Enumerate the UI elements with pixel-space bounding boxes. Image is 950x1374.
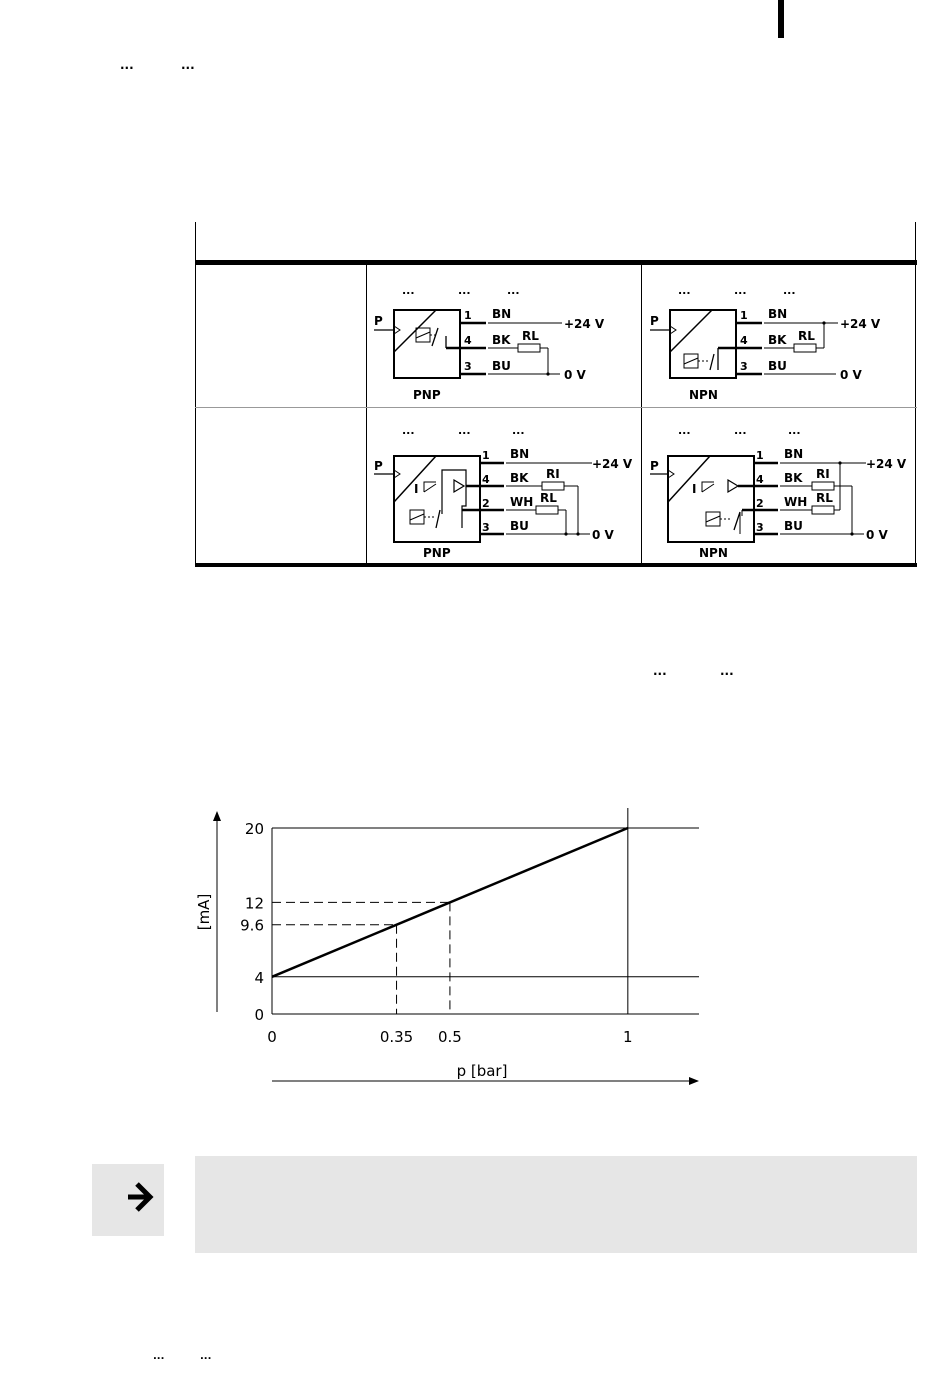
schematic-ellipses — [678, 424, 801, 437]
output-type-label: PNP — [423, 546, 451, 560]
load-resistor-label: RL — [816, 491, 833, 505]
wire-color-label: BN — [768, 307, 788, 321]
wire-color-label: BN — [492, 307, 512, 321]
schematic-row2-npn — [646, 420, 914, 562]
current-output-symbol: I — [414, 482, 419, 496]
schematic-row1-pnp — [370, 280, 620, 405]
x-tick-label: 0.35 — [379, 1028, 414, 1046]
wire-color-label: BN — [510, 447, 530, 461]
header-ellipsis: ... — [120, 58, 134, 72]
ellipsis-label: ... — [507, 284, 520, 297]
ellipsis-label: ... — [788, 424, 801, 437]
ellipsis-label: ... — [678, 424, 691, 437]
wire-color-label: BK — [510, 471, 529, 485]
wire-color-label: BU — [784, 519, 803, 533]
wire-color-label: BK — [492, 333, 511, 347]
pin-number: 1 — [464, 309, 472, 322]
supply-voltage-label: +24 V — [866, 457, 907, 471]
ground-voltage-label: 0 V — [840, 368, 862, 382]
x-axis-label: p [bar] — [456, 1062, 508, 1080]
schematic-ellipses — [402, 424, 525, 437]
wire-color-label: BU — [492, 359, 511, 373]
ellipsis-label: ... — [402, 284, 415, 297]
pin-number: 4 — [464, 334, 472, 347]
x-tick-label: 0 — [267, 1028, 277, 1046]
wire-color-label: WH — [784, 495, 808, 509]
pressure-input-label: P — [374, 314, 383, 328]
arrow-right-icon — [92, 1164, 164, 1236]
load-resistor-label: RL — [798, 329, 815, 343]
pin-number: 3 — [740, 360, 748, 373]
pressure-input-label: P — [650, 314, 659, 328]
y-axis-label: [mA] — [195, 893, 213, 931]
ellipsis-label: ... — [734, 424, 747, 437]
header-ellipsis: ... — [181, 58, 195, 72]
ellipsis-label: ... — [512, 424, 525, 437]
y-tick-label: 12 — [244, 894, 264, 913]
output-type-label: PNP — [413, 388, 441, 402]
x-tick-label: 0.5 — [437, 1028, 462, 1046]
pin-number: 4 — [482, 473, 490, 486]
schematic-row2-pnp — [370, 420, 638, 562]
wire-color-label: BK — [768, 333, 787, 347]
output-type-label: NPN — [689, 388, 718, 402]
load-resistor-label: RI — [546, 467, 560, 481]
output-type-label: NPN — [699, 546, 728, 560]
pin-number: 2 — [482, 497, 490, 510]
switch-symbol-icon — [410, 510, 440, 528]
y-tick-label: 9.6 — [240, 916, 264, 935]
wire-color-label: BU — [768, 359, 787, 373]
ellipsis-label: ... — [678, 284, 691, 297]
supply-voltage-label: +24 V — [592, 457, 633, 471]
pressure-input-label: P — [650, 459, 659, 473]
footer-ellipsis: ... — [153, 1351, 165, 1362]
current-pressure-chart — [190, 800, 710, 1100]
pin-number: 3 — [464, 360, 472, 373]
note-box — [195, 1156, 917, 1253]
note-icon-box — [92, 1164, 164, 1236]
pin-number: 1 — [482, 449, 490, 462]
schematic-ellipses — [402, 284, 520, 297]
wire-color-label: BN — [784, 447, 804, 461]
load-resistor-label: RI — [816, 467, 830, 481]
load-resistor-label: RL — [522, 329, 539, 343]
header-marker-bar — [778, 0, 784, 38]
switch-symbol-icon — [684, 354, 714, 370]
ellipsis-label: ... — [458, 424, 471, 437]
pin-number: 4 — [756, 473, 764, 486]
y-tick-label: 4 — [254, 968, 264, 987]
ellipsis-label: ... — [402, 424, 415, 437]
wire-color-label: BK — [784, 471, 803, 485]
supply-voltage-label: +24 V — [840, 317, 881, 331]
schematic-ellipses — [678, 284, 796, 297]
ellipsis-label: ... — [783, 284, 796, 297]
pin-number: 1 — [756, 449, 764, 462]
y-tick-label: 0 — [254, 1006, 264, 1024]
series-line — [272, 828, 628, 977]
body-ellipsis: ... — [720, 664, 734, 678]
body-ellipsis: ... — [653, 664, 667, 678]
wire-color-label: BU — [510, 519, 529, 533]
pin-number: 2 — [756, 497, 764, 510]
schematic-row1-npn — [646, 280, 911, 405]
current-output-symbol: I — [692, 482, 697, 496]
switch-symbol-icon — [706, 512, 740, 534]
ellipsis-label: ... — [458, 284, 471, 297]
load-resistor-label: RL — [540, 491, 557, 505]
x-tick-label: 1 — [623, 1028, 633, 1046]
wire-color-label: WH — [510, 495, 534, 509]
pin-number: 3 — [756, 521, 764, 534]
y-tick-label: 20 — [244, 820, 264, 838]
pressure-input-label: P — [374, 459, 383, 473]
pin-number: 4 — [740, 334, 748, 347]
ground-voltage-label: 0 V — [592, 528, 614, 542]
pin-number: 3 — [482, 521, 490, 534]
footer-ellipsis: ... — [200, 1351, 212, 1362]
ground-voltage-label: 0 V — [564, 368, 586, 382]
switch-symbol-icon — [416, 328, 438, 346]
supply-voltage-label: +24 V — [564, 317, 605, 331]
pin-number: 1 — [740, 309, 748, 322]
ground-voltage-label: 0 V — [866, 528, 888, 542]
ellipsis-label: ... — [734, 284, 747, 297]
